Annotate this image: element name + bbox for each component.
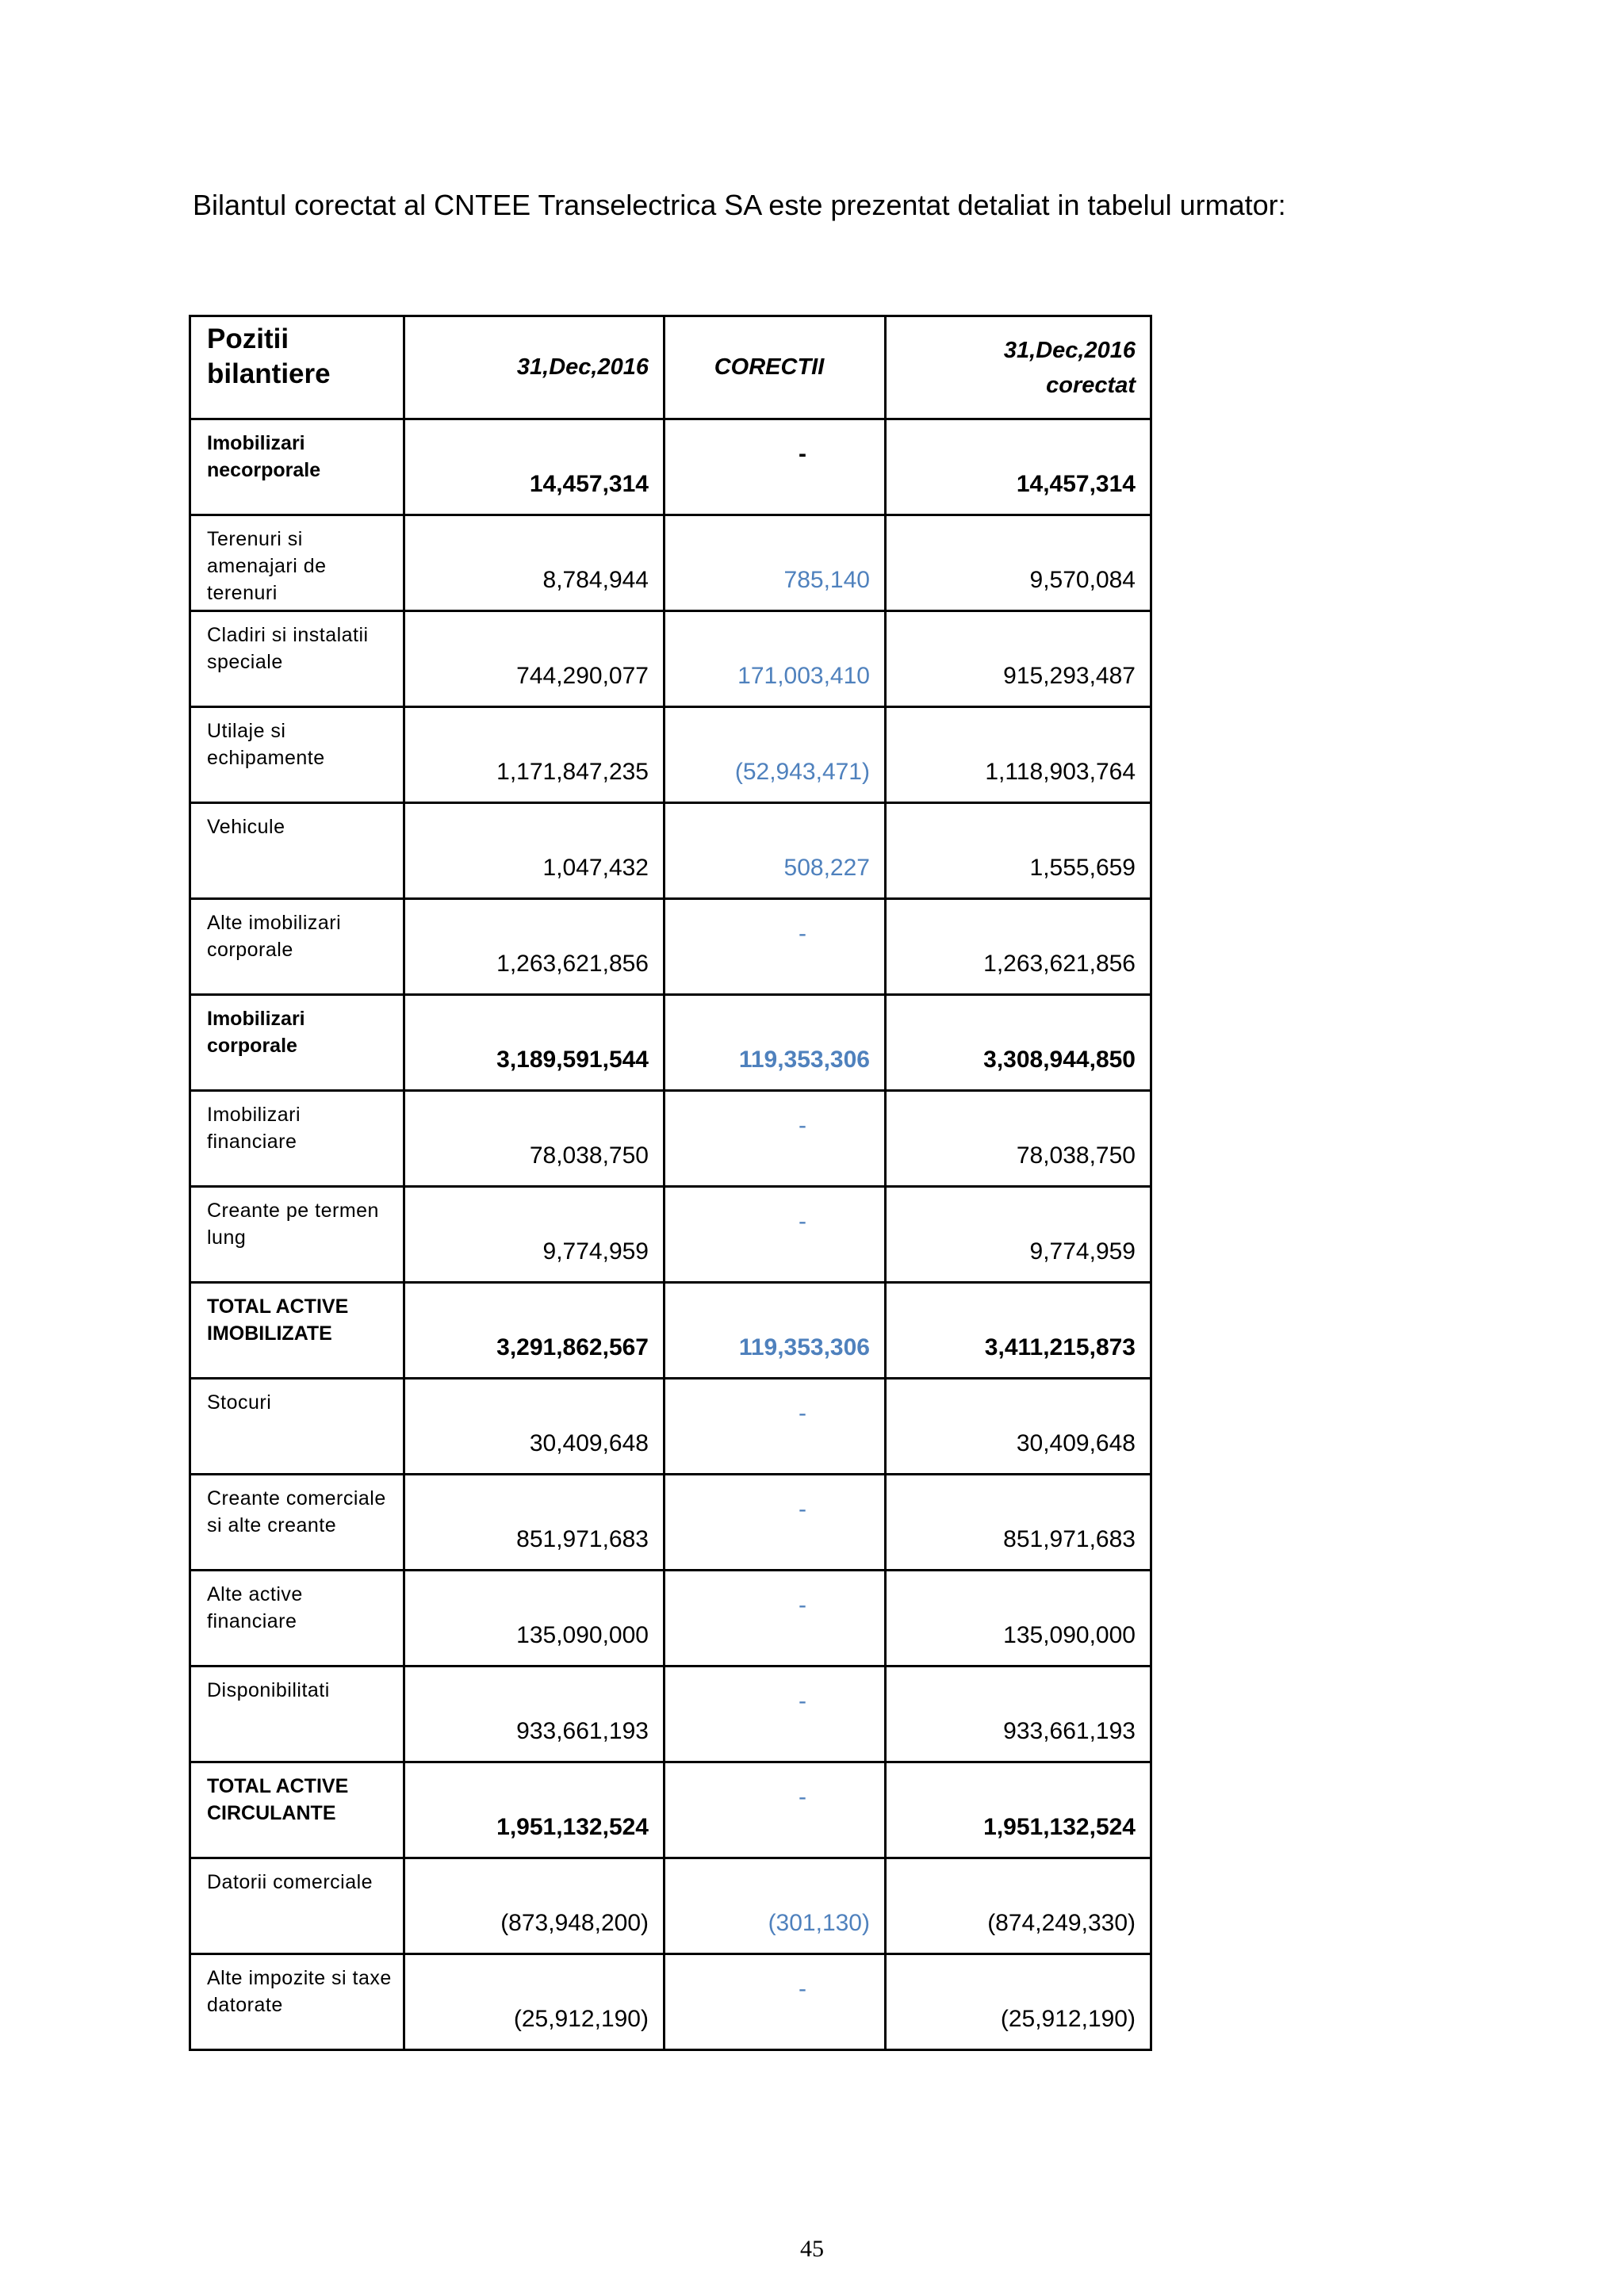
table-row [190,1762,1151,1858]
row-label: Datorii comerciale [207,1871,373,1893]
header-item-line2: bilantiere [207,358,331,389]
row-label-cell [190,1571,404,1667]
corectii-value: - [799,920,806,947]
table-row [190,515,1151,611]
header-item [190,316,404,419]
row-label: Imobilizari corporale [207,1008,305,1057]
row-label-cell [190,1954,404,2050]
value-2016-cell [404,707,665,803]
corectii-value: (52,943,471) [734,759,870,785]
value-2016: 9,774,959 [542,1238,649,1265]
value-2016: (25,912,190) [513,2006,649,2032]
table-row [190,1475,1151,1571]
row-label-cell [190,1667,404,1762]
corectii-cell [665,419,886,515]
corectii-cell [665,1571,886,1667]
row-label-cell [190,515,404,611]
value-2016: 135,090,000 [516,1622,649,1648]
value-corectat-cell [886,803,1151,899]
row-label: Vehicule [207,816,285,838]
row-label: Terenuri si amenajari de terenuri [207,528,327,604]
value-corectat-cell [886,1762,1151,1858]
row-label-cell [190,611,404,707]
value-corectat-cell [886,1667,1151,1762]
row-label: TOTAL ACTIVE IMOBILIZATE [207,1295,349,1345]
value-2016: 30,409,648 [529,1430,649,1456]
row-label-cell [190,419,404,515]
row-label: Disponibilitati [207,1679,330,1701]
row-label-cell [190,1379,404,1475]
corectii-value: 119,353,306 [738,1334,870,1360]
value-2016-cell [404,1379,665,1475]
table-row [190,1283,1151,1379]
table-row [190,995,1151,1091]
table-row [190,1091,1151,1187]
table-row [190,1379,1151,1475]
value-2016-cell [404,1858,665,1954]
corectii-value: 171,003,410 [737,663,870,689]
value-corectat-cell [886,611,1151,707]
value-2016: 14,457,314 [529,471,649,497]
value-2016: 3,189,591,544 [496,1047,649,1073]
value-corectat-cell [886,995,1151,1091]
value-corectat: (25,912,190) [1000,2006,1136,2032]
corectii-value: 508,227 [783,855,870,881]
table-row [190,899,1151,995]
value-2016-cell [404,803,665,899]
corectii-cell [665,1475,886,1571]
value-2016-cell [404,1954,665,2050]
row-label: Cladiri si instalatii speciale [207,624,369,673]
value-2016: (873,948,200) [500,1910,649,1936]
value-2016: 1,047,432 [542,855,649,881]
row-label: Alte imobilizari corporale [207,912,342,961]
row-label-cell [190,1283,404,1379]
corectii-value: 119,353,306 [738,1047,870,1073]
row-label-cell [190,1091,404,1187]
corectii-cell [665,1954,886,2050]
value-corectat: 3,411,215,873 [984,1334,1136,1360]
value-corectat-cell [886,1187,1151,1283]
value-2016-cell [404,1283,665,1379]
corectii-cell [665,1091,886,1187]
value-2016-cell [404,515,665,611]
corectii-cell [665,1187,886,1283]
value-corectat-cell [886,419,1151,515]
table-row [190,1858,1151,1954]
row-label-cell [190,1475,404,1571]
value-2016-cell [404,1091,665,1187]
value-corectat: 1,263,621,856 [983,951,1136,977]
corectii-value: - [799,1112,806,1138]
value-corectat: 9,570,084 [1029,567,1136,593]
corectii-cell [665,611,886,707]
value-corectat-cell [886,515,1151,611]
value-corectat: 3,308,944,850 [983,1047,1136,1073]
header-2016-label: 31,Dec,2016 [516,354,649,380]
page-number: 45 [800,2236,824,2262]
value-corectat-cell [886,1283,1151,1379]
table-row [190,1667,1151,1762]
row-label: Creante comerciale si alte creante [207,1487,386,1536]
value-corectat: 78,038,750 [1016,1142,1136,1169]
value-2016-cell [404,1667,665,1762]
corectii-value: - [799,1976,806,2002]
value-2016: 851,971,683 [516,1526,649,1552]
value-corectat: 1,555,659 [1029,855,1136,881]
row-label-cell [190,1858,404,1954]
value-corectat-cell [886,1091,1151,1187]
value-2016-cell [404,899,665,995]
value-2016-cell [404,1571,665,1667]
value-corectat: (874,249,330) [987,1910,1136,1936]
value-corectat-cell [886,899,1151,995]
corectii-value: - [799,1784,806,1810]
value-corectat-cell [886,1858,1151,1954]
value-corectat: 1,951,132,524 [983,1814,1136,1840]
value-2016: 1,171,847,235 [496,759,649,785]
row-label: Stocuri [207,1391,272,1414]
corectii-cell [665,1858,886,1954]
value-2016: 933,661,193 [516,1718,649,1744]
value-2016: 1,951,132,524 [496,1814,649,1840]
value-corectat-cell [886,1379,1151,1475]
table-row [190,419,1151,515]
value-2016-cell [404,995,665,1091]
corectii-cell [665,803,886,899]
value-corectat: 915,293,487 [1003,663,1136,689]
corectii-value: - [799,1688,806,1714]
corectii-cell [665,1379,886,1475]
table-row [190,1571,1151,1667]
corectii-value: - [799,1208,806,1234]
value-corectat-cell [886,1571,1151,1667]
table-row [190,611,1151,707]
row-label-cell [190,803,404,899]
corectii-cell [665,515,886,611]
value-corectat: 9,774,959 [1029,1238,1136,1265]
intro-text: Bilantul corectat al CNTEE Transelectrica SA este prezentat detaliat in tabelul urmator: [193,189,1286,221]
value-corectat-cell [886,707,1151,803]
row-label: Creante pe termen lung [207,1200,379,1249]
corectii-cell [665,1667,886,1762]
table-row [190,1187,1151,1283]
value-2016: 3,291,862,567 [496,1334,649,1360]
balance-sheet-table [189,315,1152,2051]
corectii-cell [665,1283,886,1379]
value-corectat: 30,409,648 [1016,1430,1136,1456]
value-corectat: 851,971,683 [1003,1526,1136,1552]
value-corectat: 1,118,903,764 [985,759,1136,785]
row-label: Utilaje si echipamente [207,720,325,769]
value-corectat-cell [886,1475,1151,1571]
table-row [190,803,1151,899]
corectii-cell [665,707,886,803]
row-label-cell [190,995,404,1091]
value-corectat: 135,090,000 [1003,1622,1136,1648]
header-corectat-line2: corectat [1046,372,1136,398]
corectii-value: - [799,441,806,467]
corectii-value: - [799,1496,806,1522]
corectii-cell [665,995,886,1091]
header-item-line1: Pozitii [207,323,289,354]
value-2016-cell [404,419,665,515]
table-header-row [190,316,1151,419]
header-2016 [404,316,665,419]
row-label: Alte impozite si taxe datorate [207,1967,392,2016]
header-corectii-label: CORECTII [714,354,825,380]
table-row [190,1954,1151,2050]
value-2016: 78,038,750 [529,1142,649,1169]
table-row [190,707,1151,803]
value-2016-cell [404,1187,665,1283]
value-corectat-cell [886,1954,1151,2050]
row-label: Imobilizari necorporale [207,432,321,481]
corectii-cell [665,1762,886,1858]
value-corectat: 933,661,193 [1003,1718,1136,1744]
corectii-value: (301,130) [768,1910,870,1936]
value-corectat: 14,457,314 [1016,471,1136,497]
row-label: Imobilizari financiare [207,1104,301,1153]
row-label: Alte active financiare [207,1583,303,1632]
corectii-value: - [799,1400,806,1426]
corectii-value: - [799,1592,806,1618]
value-2016: 1,263,621,856 [496,951,649,977]
header-corectat [886,316,1151,419]
value-2016-cell [404,611,665,707]
value-2016-cell [404,1475,665,1571]
corectii-cell [665,899,886,995]
row-label: TOTAL ACTIVE CIRCULANTE [207,1775,349,1824]
row-label-cell [190,899,404,995]
row-label-cell [190,1762,404,1858]
value-2016: 8,784,944 [542,567,649,593]
row-label-cell [190,707,404,803]
header-corectii [665,316,886,419]
row-label-cell [190,1187,404,1283]
value-2016-cell [404,1762,665,1858]
corectii-value: 785,140 [783,567,870,593]
value-2016: 744,290,077 [516,663,649,689]
header-corectat-line1: 31,Dec,2016 [1003,337,1136,363]
